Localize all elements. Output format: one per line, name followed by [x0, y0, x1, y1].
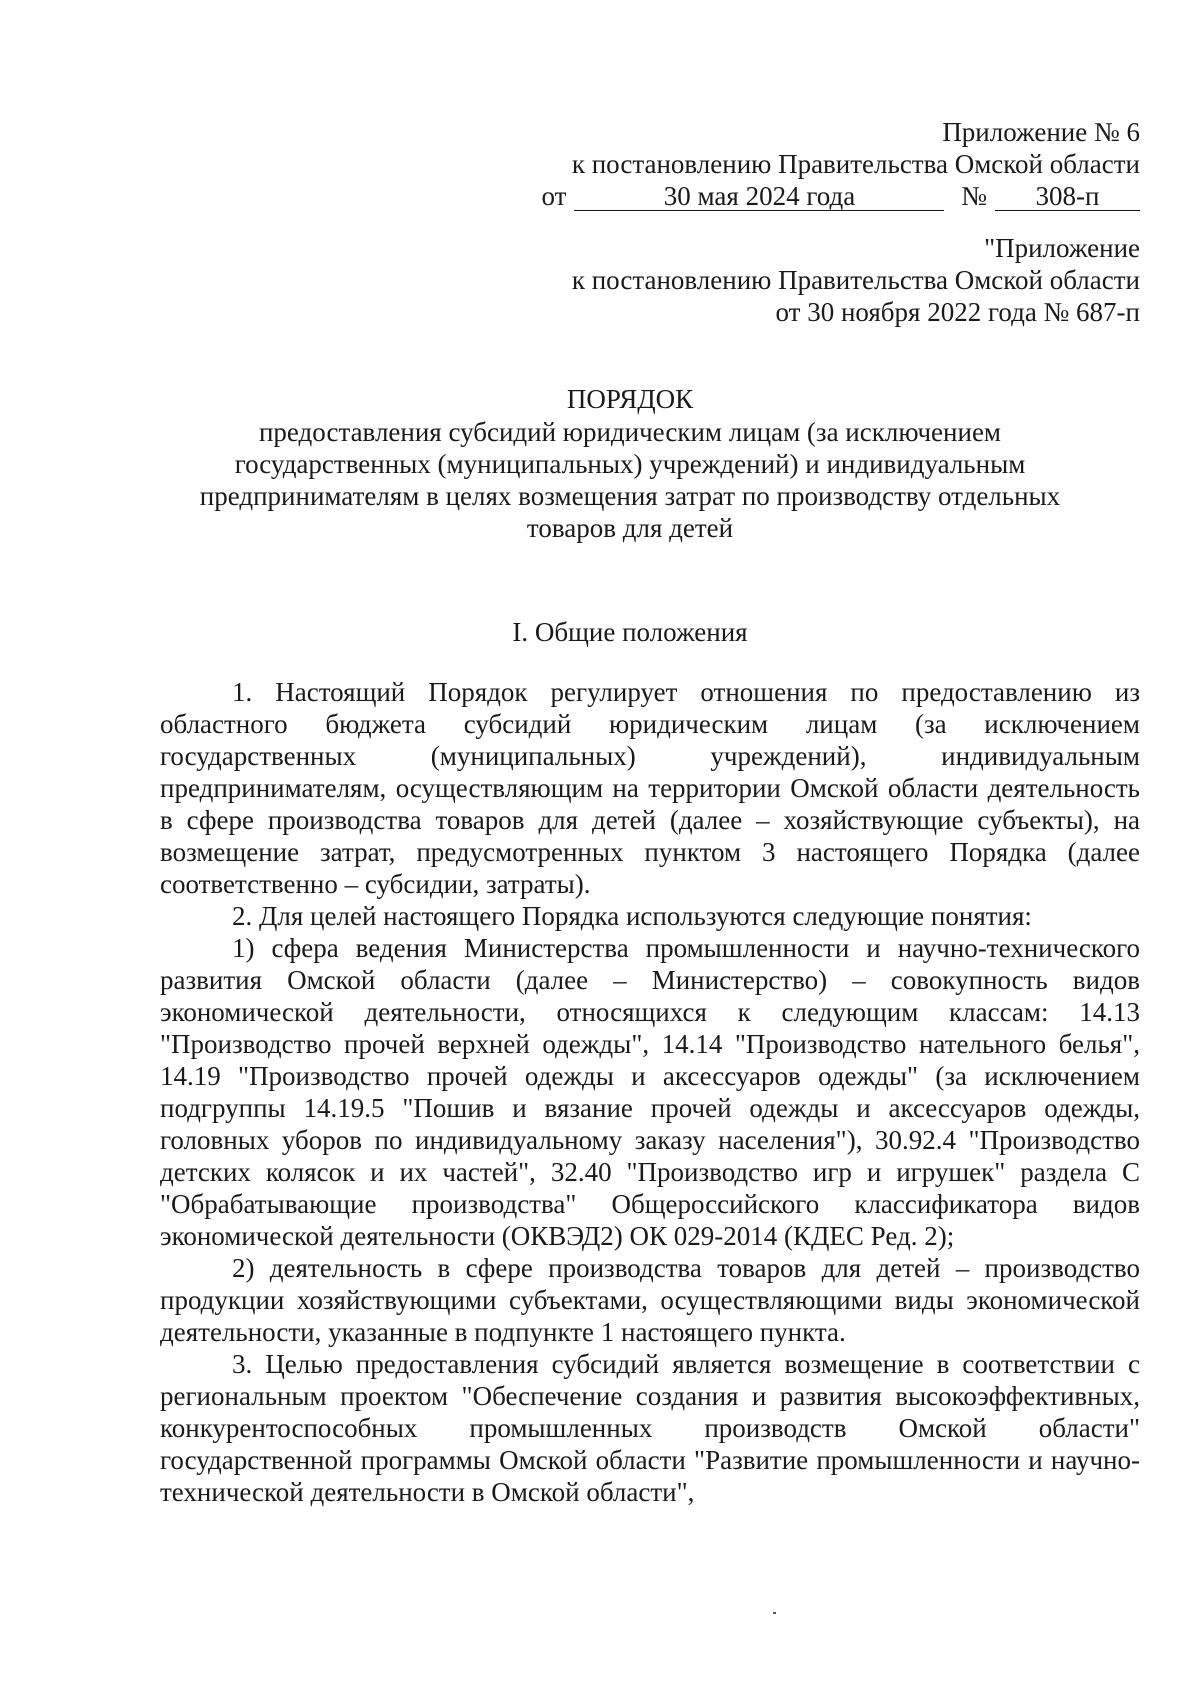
document-heading: ПОРЯДОК: [566, 384, 694, 414]
title-line: государственных (муниципальных) учреждений) и индивидуальным: [234, 449, 1026, 479]
document-body: [160, 676, 1140, 1508]
title-line: товаров для детей: [526, 513, 734, 543]
document-title: [160, 416, 1100, 544]
paragraph-3: 3. Целью предоставления субсидий является возмещение в соответствии с региональным проектом "Обеспечение создания и развития высокоэффективных, конкурентоспособных промышленных производств Омской области" государственной программы Омской области "Развитие промышленности и научно-технической деятельности в Омской области",: [160, 1349, 1140, 1507]
resolution-number-field: 308-п: [995, 182, 1140, 211]
appendix-header: [542, 116, 1140, 212]
amended-resolution-date-line: от 30 ноября 2022 года № 687-п: [775, 297, 1140, 327]
title-line: предпринимателям в целях возмещения затрат по производству отдельных: [199, 481, 1061, 511]
amended-resolution-reference-line: к постановлению Правительства Омской области: [571, 265, 1140, 295]
title-line: предоставления субсидий юридическим лицам (за исключением: [258, 417, 1002, 447]
resolution-date-line: [542, 180, 1140, 212]
scan-speck: [773, 1612, 776, 1614]
date-prefix: от: [541, 181, 567, 211]
paragraph-2-item-2: 2) деятельность в сфере производства товаров для детей – производство продукции хозяйствующими субъектами, осуществляющими виды экономической деятельности, указанные в подпункте 1 настоящего пункта.: [160, 1253, 1140, 1347]
amended-appendix-header: [572, 232, 1140, 328]
section-title: I. Общие положения: [512, 617, 748, 647]
paragraph-1: 1. Настоящий Порядок регулирует отношения по предоставлению из областного бюджета субсидий юридическим лицам (за исключением государственных (муниципальных) учреждений), индивидуальным предпринимателям, осуществляющим на территории Омской области деятельность в сфере производства товаров для детей (далее – хозяйствующие субъекты), на возмещение затрат, предусмотренных пунктом 3 настоящего Порядка (далее соответственно – субсидии, затраты).: [160, 677, 1140, 899]
paragraph-2: 2. Для целей настоящего Порядка используются следующие понятия:: [232, 901, 1032, 931]
paragraph-2-item-1: 1) сфера ведения Министерства промышленности и научно-технического развития Омской области (далее – Министерство) – совокупность видов экономической деятельности, относящихся к следующим классам: 14.13 "Производство прочей верхней одежды", 14.14 "Производство нательного белья", 14.19 "Производство прочей одежды и аксессуаров одежды" (за исключением подгруппы 14.19.5 "Пошив и вязание прочей одежды и аксессуаров одежды, головных уборов по индивидуальному заказу населения"), 30.92.4 "Производство детских колясок и их частей", 32.40 "Производство игр и игрушек" раздела C "Обрабатывающие производства" Общероссийского классификатора видов экономической деятельности (ОКВЭД2) ОК 029-2014 (КДЕС Ред. 2);: [160, 933, 1140, 1251]
resolution-date-field: 30 мая 2024 года: [574, 182, 944, 211]
amended-appendix-line: "Приложение: [984, 233, 1140, 263]
number-sign: №: [961, 181, 987, 211]
appendix-number-line: Приложение № 6: [942, 117, 1140, 147]
resolution-reference-line: к постановлению Правительства Омской области: [571, 149, 1140, 179]
